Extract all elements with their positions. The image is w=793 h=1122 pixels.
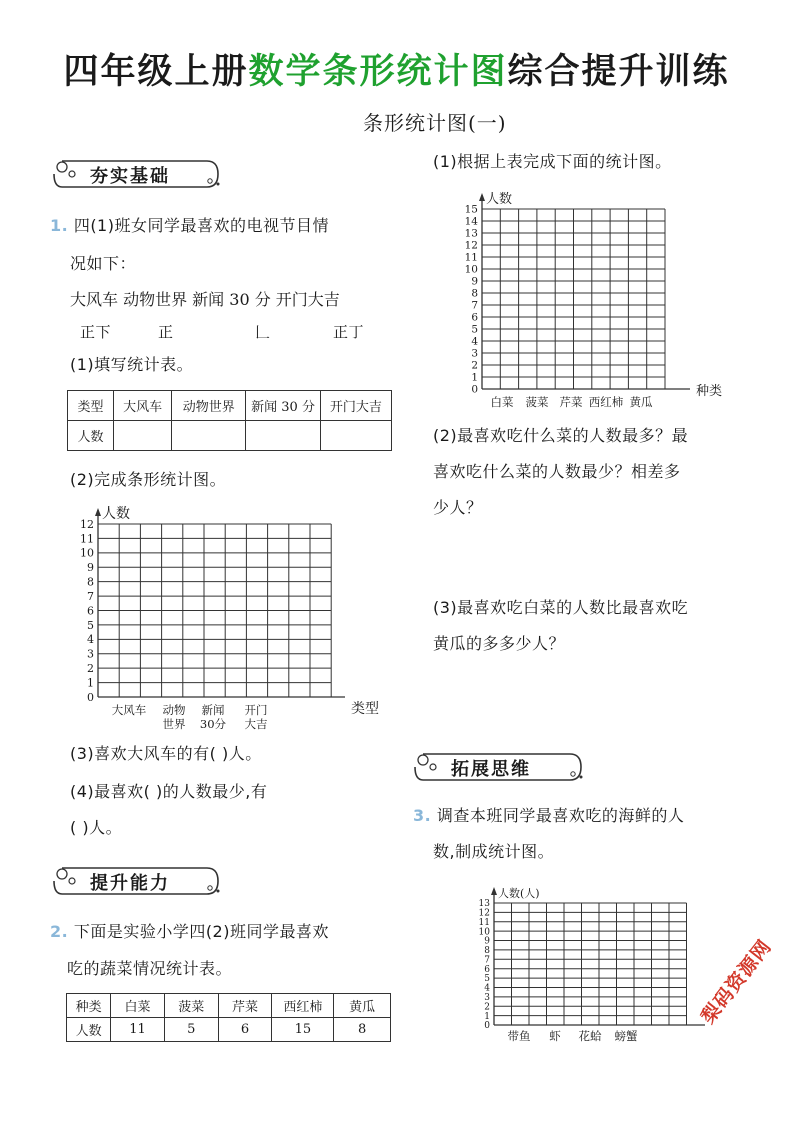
q2-chart-y-tick-label: 10 <box>464 263 478 276</box>
q2-part3-line2: 黄瓜的多多少人？ <box>433 634 566 653</box>
q2-chart-y-tick-label: 4 <box>471 335 478 348</box>
q2-chart-x-axis-label: 种类 <box>696 384 723 399</box>
q3-chart-y-tick-label: 0 <box>484 1021 490 1032</box>
q2-stat-table <box>66 993 391 1042</box>
q2-chart-y-tick-label: 0 <box>471 383 478 396</box>
q3-chart-y-tick-label: 2 <box>484 1002 490 1013</box>
q2-chart-x-tick-label: 黄瓜 <box>629 395 653 409</box>
q2-chart-x-tick-label: 菠菜 <box>525 395 549 409</box>
q2-part1: (1)根据上表完成下面的统计图。 <box>433 152 672 171</box>
q3-text-line1: 调查本班同学最喜欢吃的海鲜的人 <box>436 806 685 825</box>
q2-part2-line3: 少人？ <box>433 498 483 517</box>
q1-chart-y-axis-label: 人数 <box>102 506 130 522</box>
q3-chart-x-tick-label: 花蛤 <box>578 1029 602 1043</box>
q1-chart-x-tick-label: 新闻 <box>201 703 225 717</box>
q1-chart-y-tick-label: 10 <box>80 546 94 560</box>
q3-chart-y-tick-label: 11 <box>478 917 490 928</box>
q2-table-header-cell: 菠菜 <box>164 994 218 1018</box>
q2-table-value-cell: 5 <box>164 1018 218 1042</box>
q1-table-header-cell: 类型 <box>68 391 114 421</box>
q1-chart-y-tick-label: 3 <box>87 647 94 661</box>
q2-chart-y-tick-label: 6 <box>471 311 478 324</box>
q1-table-header-cell: 新闻 30 分 <box>246 391 321 421</box>
q1-table-row-label: 人数 <box>68 421 114 451</box>
q3-chart-group <box>479 886 705 1043</box>
q1-part1: (1)填写统计表。 <box>70 355 194 374</box>
q3-chart-y-axis-label: 人数(人) <box>498 887 540 900</box>
q1-table-header-cell: 大风车 <box>114 391 172 421</box>
q2-table-row-label: 人数 <box>67 1018 111 1042</box>
q1-part4-line1: (4)最喜欢( )的人数最少,有 <box>70 782 268 801</box>
q1-text-line1: 四(1)班女同学最喜欢的电视节目情 <box>73 216 329 235</box>
q1-chart-y-tick-label: 9 <box>87 561 94 575</box>
q3-chart-x-tick-label: 螃蟹 <box>614 1029 638 1043</box>
q2-chart-y-tick-label: 9 <box>471 275 478 288</box>
q2-chart-y-tick-label: 15 <box>464 203 478 216</box>
title-part1: 四年级上册 <box>63 52 249 92</box>
q2-chart-x-tick-label: 芹菜 <box>559 395 583 409</box>
q2-chart-y-tick-label: 13 <box>464 227 478 240</box>
q3-chart-y-tick-label: 7 <box>484 955 490 966</box>
section-ability-badge <box>52 865 222 895</box>
section-ability-label: 提升能力 <box>90 873 170 894</box>
q3-chart-y-tick-label: 1 <box>484 1011 490 1022</box>
q2-chart-y-tick-label: 2 <box>471 359 478 372</box>
q3-text-line2: 数,制成统计图。 <box>433 842 555 861</box>
q1-chart-y-tick-label: 2 <box>87 662 94 676</box>
section-expand-label: 拓展思维 <box>451 759 531 780</box>
q1-chart-y-tick-label: 8 <box>87 575 94 589</box>
q2-table-header-row <box>67 994 391 1018</box>
q1-chart-group <box>80 505 379 731</box>
q1-part4-line2: ( )人。 <box>70 818 123 837</box>
q2-chart-x-tick-label: 西红柿 <box>588 395 624 409</box>
q1-chart-x-tick-label: 世界 <box>162 717 186 731</box>
q2-table-header-cell: 种类 <box>67 994 111 1018</box>
section-basic-badge <box>52 158 222 188</box>
q2-part2-line1: (2)最喜欢吃什么菜的人数最多？最 <box>433 426 689 445</box>
q2-table-value-cell: 15 <box>272 1018 334 1042</box>
q1-chart-x-tick-label: 开门 <box>244 703 268 717</box>
q2-chart-y-tick-label: 1 <box>471 371 478 384</box>
q1-table-value-row <box>68 421 392 451</box>
q2-table-value-cell: 6 <box>218 1018 272 1042</box>
q1-chart-x-tick-label: 动物 <box>162 703 186 717</box>
q1-tally-3: 𠃊 <box>255 323 271 341</box>
title-part2: 综合提升训练 <box>507 52 730 92</box>
q3-chart-y-tick-label: 9 <box>484 936 490 947</box>
q2-table-value-row <box>67 1018 391 1042</box>
q2-table-header-cell: 芹菜 <box>218 994 272 1018</box>
q1-chart-x-tick-label: 大吉 <box>244 717 268 731</box>
q2-number: 2. <box>50 922 69 941</box>
q3-line1 <box>413 806 684 826</box>
q1-chart-y-tick-label: 6 <box>87 604 94 618</box>
q3-chart-y-tick-label: 5 <box>484 974 490 985</box>
q1-table-header-cell: 开门大吉 <box>320 391 391 421</box>
q3-chart-y-tick-label: 12 <box>478 908 490 919</box>
q1-chart-y-tick-label: 4 <box>87 633 94 647</box>
q2-part2-line2: 喜欢吃什么菜的人数最少？相差多 <box>433 462 681 481</box>
page-subtitle: 条形统计图(一) <box>363 111 507 135</box>
watermark-stamp: 梨码资源网 <box>697 935 777 1029</box>
q2-chart-y-tick-label: 7 <box>471 299 478 312</box>
q3-chart-x-tick-label: 虾 <box>549 1029 561 1043</box>
q1-tally-2: 正 <box>158 323 174 341</box>
q3-chart-y-tick-label: 6 <box>484 964 490 975</box>
section-expand-badge <box>413 751 585 781</box>
q2-chart-group <box>465 191 722 409</box>
q1-part2: (2)完成条形统计图。 <box>70 470 227 489</box>
q1-chart-x-tick-label: 大风车 <box>111 703 147 717</box>
section-basic-label: 夯实基础 <box>90 166 170 187</box>
q1-text-line2: 况如下： <box>70 254 137 273</box>
q3-chart-y-tick-label: 4 <box>484 983 490 994</box>
q2-chart-y-axis-label: 人数 <box>486 192 513 207</box>
q3-chart-y-tick-label: 3 <box>484 992 490 1003</box>
q1-table-header-cell: 动物世界 <box>172 391 246 421</box>
q2-chart-y-tick-label: 12 <box>464 239 478 252</box>
q2-line1 <box>50 922 329 942</box>
q3-chart-y-axis-arrow <box>491 887 497 895</box>
q2-chart-x-tick-label: 白菜 <box>490 395 514 409</box>
q1-part3: (3)喜欢大风车的有( )人。 <box>70 744 262 763</box>
q2-text-line2: 吃的蔬菜情况统计表。 <box>67 959 233 978</box>
q3-chart-y-tick-label: 8 <box>484 946 490 957</box>
q1-chart-y-axis-arrow <box>95 508 101 516</box>
q1-chart-y-tick-label: 11 <box>80 532 94 546</box>
page-title <box>0 44 793 94</box>
q1-number: 1. <box>50 216 69 235</box>
q3-chart-y-tick-label: 13 <box>478 899 490 910</box>
q1-chart-y-tick-label: 5 <box>87 618 94 632</box>
q2-table-header-cell: 白菜 <box>111 994 165 1018</box>
q2-table-header-cell: 黄瓜 <box>334 994 391 1018</box>
q1-tally-4: 正丁 <box>333 323 365 341</box>
q1-table-header-row <box>68 391 392 421</box>
q1-stat-table <box>67 390 392 451</box>
q3-chart-y-tick-label: 10 <box>478 927 490 938</box>
q2-chart-y-tick-label: 14 <box>464 215 478 228</box>
q2-table-header-cell: 西红柿 <box>272 994 334 1018</box>
q1-chart-y-tick-label: 7 <box>87 589 94 603</box>
q2-chart-y-tick-label: 11 <box>464 251 478 264</box>
q1-table-answer-cell[interactable] <box>246 421 321 451</box>
q2-chart-y-tick-label: 5 <box>471 323 478 336</box>
q2-text-line1: 下面是实验小学四(2)班同学最喜欢 <box>73 922 329 941</box>
q1-table-answer-cell[interactable] <box>320 421 391 451</box>
q2-part3-line1: (3)最喜欢吃白菜的人数比最喜欢吃 <box>433 598 689 617</box>
q1-line1 <box>50 216 329 236</box>
q3-number: 3. <box>413 806 432 825</box>
title-highlight: 数学条形统计图 <box>248 52 508 92</box>
q3-chart-x-tick-label: 带鱼 <box>507 1029 531 1043</box>
q2-table-value-cell: 11 <box>111 1018 165 1042</box>
q2-chart-y-axis-arrow <box>479 193 485 201</box>
q2-chart-y-tick-label: 3 <box>471 347 478 360</box>
q1-chart-x-tick-label: 30分 <box>199 717 227 731</box>
q1-chart-x-axis-label: 类型 <box>351 701 379 717</box>
q2-table-value-cell: 8 <box>334 1018 391 1042</box>
q1-chart-y-tick-label: 0 <box>87 690 94 704</box>
q1-table-answer-cell[interactable] <box>172 421 246 451</box>
q1-chart-y-tick-label: 1 <box>87 676 94 690</box>
q1-tally-1: 正下 <box>80 323 112 341</box>
q2-chart-y-tick-label: 8 <box>471 287 478 300</box>
q1-chart-y-tick-label: 12 <box>80 517 94 531</box>
q1-table-answer-cell[interactable] <box>114 421 172 451</box>
q1-programs-line: 大风车 动物世界 新闻 30 分 开门大吉 <box>70 290 340 309</box>
